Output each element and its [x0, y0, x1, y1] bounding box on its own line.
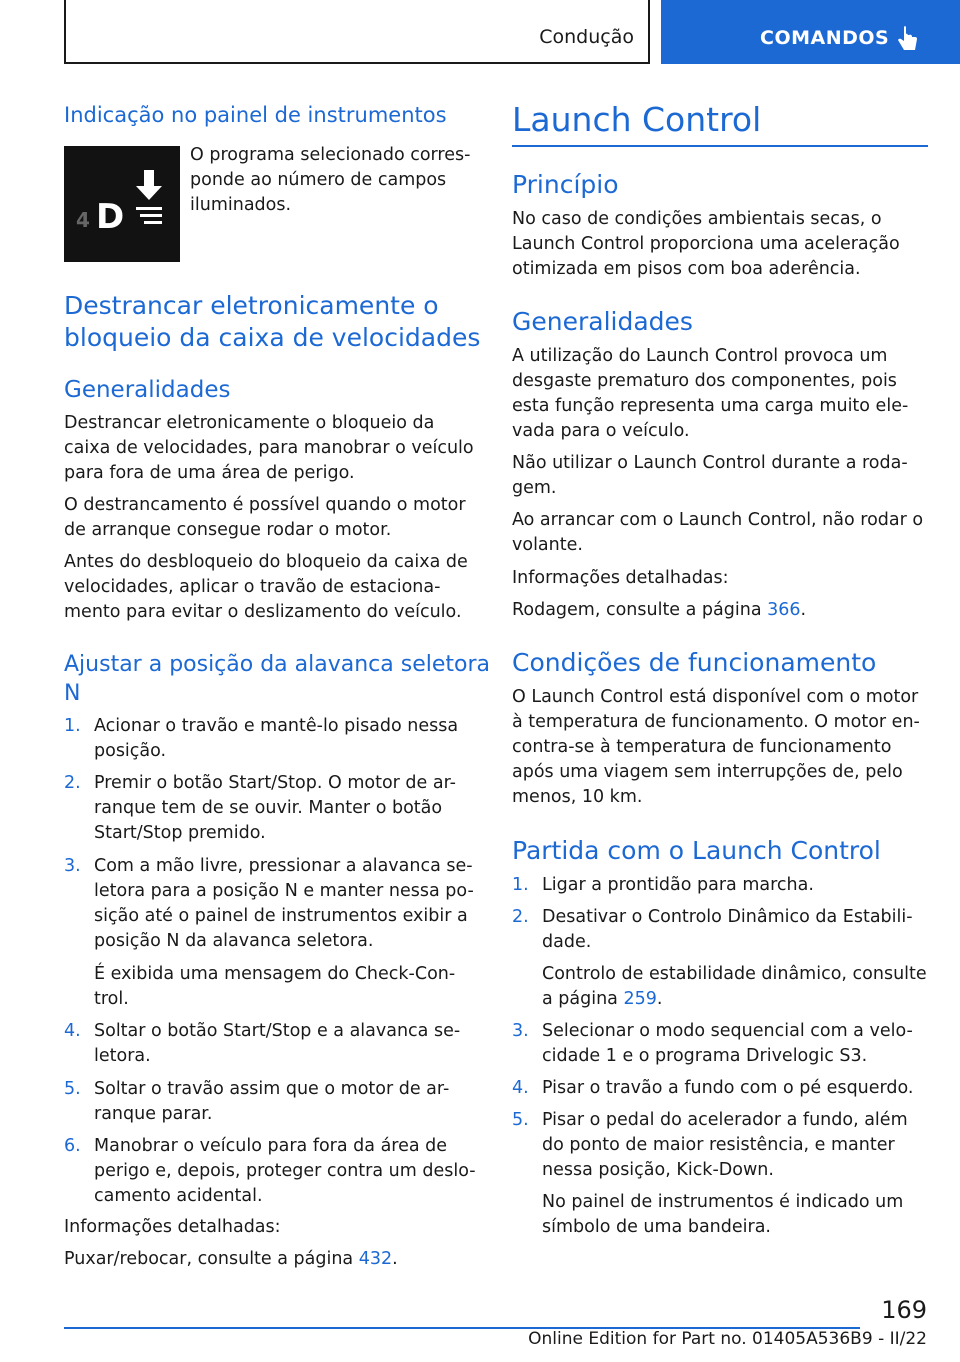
gear-unlock-paragraph-2: O destrancamento é possível quando o motor de arranque consegue rodar o motor.: [64, 495, 466, 540]
page-link-366[interactable]: 366: [767, 600, 801, 620]
footer-edition: Online Edition for Part no. 01405A536B9 - II/22: [528, 1329, 927, 1349]
generalidades-paragraph-2: Não utilizar o Launch Control durante a roda- gem.: [512, 453, 908, 498]
icon-label-d: D: [96, 197, 125, 237]
icon-label-4: 4: [76, 208, 90, 232]
page-number: 169: [881, 1296, 927, 1324]
header-chapter-box: [64, 0, 650, 64]
section-title-gear-unlock: Destrancar eletronicamente o bloqueio da caixa de velocidades: [64, 291, 481, 352]
condicoes-paragraph: O Launch Control está disponível com o motor à temperatura de funcionamento. O motor en- contra-se à temperatura de funcionamento após uma viagem sem interrupções de, pelo menos, 10 km.: [512, 687, 920, 807]
header-section-tab: [661, 0, 960, 64]
gear-unlock-paragraph-3: Antes do desbloqueio do bloqueio da caixa de velocidades, aplicar o travão de estaciona- mento para evitar o deslizamento do veículo.: [64, 552, 468, 622]
header-chapter-label: Condução: [539, 26, 634, 48]
info-reference-right: Rodagem, consulte a página 366.: [512, 600, 807, 620]
pointing-hand-icon: [895, 24, 921, 56]
4d-program-icon: [64, 146, 180, 262]
section-title-principio: Princípio: [512, 170, 619, 199]
info-label-right: Informações detalhadas:: [512, 568, 729, 588]
section-title-condicoes: Condições de funcionamento: [512, 648, 877, 677]
subsection-title-generalidades-left: Generalidades: [64, 377, 231, 403]
generalidades-paragraph-1: A utilização do Launch Control provoca um desgaste prematuro dos componentes, pois esta função representa uma carga muito ele- vada para o veículo.: [512, 346, 909, 441]
generalidades-paragraph-3: Ao arrancar com o Launch Control, não rodar o volante.: [512, 510, 924, 555]
info-reference-left: Puxar/rebocar, consulte a página 432.: [64, 1249, 398, 1269]
info-label-left: Informações detalhadas:: [64, 1217, 281, 1237]
page-link-432[interactable]: 432: [358, 1249, 393, 1269]
principio-paragraph: No caso de condições ambientais secas, o Launch Control proporciona uma aceleração otimizada em pisos com boa aderência.: [512, 209, 900, 279]
instrument-panel-paragraph: O programa selecionado corres- ponde ao número de campos iluminados.: [190, 145, 471, 215]
header-section-label: COMANDOS: [760, 27, 890, 49]
section-title-selector-lever-n: Ajustar a posição da alavanca seletora N: [64, 652, 491, 706]
section-title-partida: Partida com o Launch Control: [512, 836, 881, 865]
page-title-launch-control: Launch Control: [512, 100, 762, 139]
title-divider: [512, 145, 928, 147]
section-title-instrument-panel: Indicação no painel de instrumentos: [64, 103, 447, 127]
gear-unlock-paragraph-1: Destrancar eletronicamente o bloqueio da caixa de velocidades, para manobrar o veículo para fora de uma área de perigo.: [64, 413, 474, 483]
section-title-generalidades-right: Generalidades: [512, 307, 693, 336]
drive-program-display-icon: [64, 146, 180, 262]
page-link-259[interactable]: 259: [623, 989, 657, 1009]
